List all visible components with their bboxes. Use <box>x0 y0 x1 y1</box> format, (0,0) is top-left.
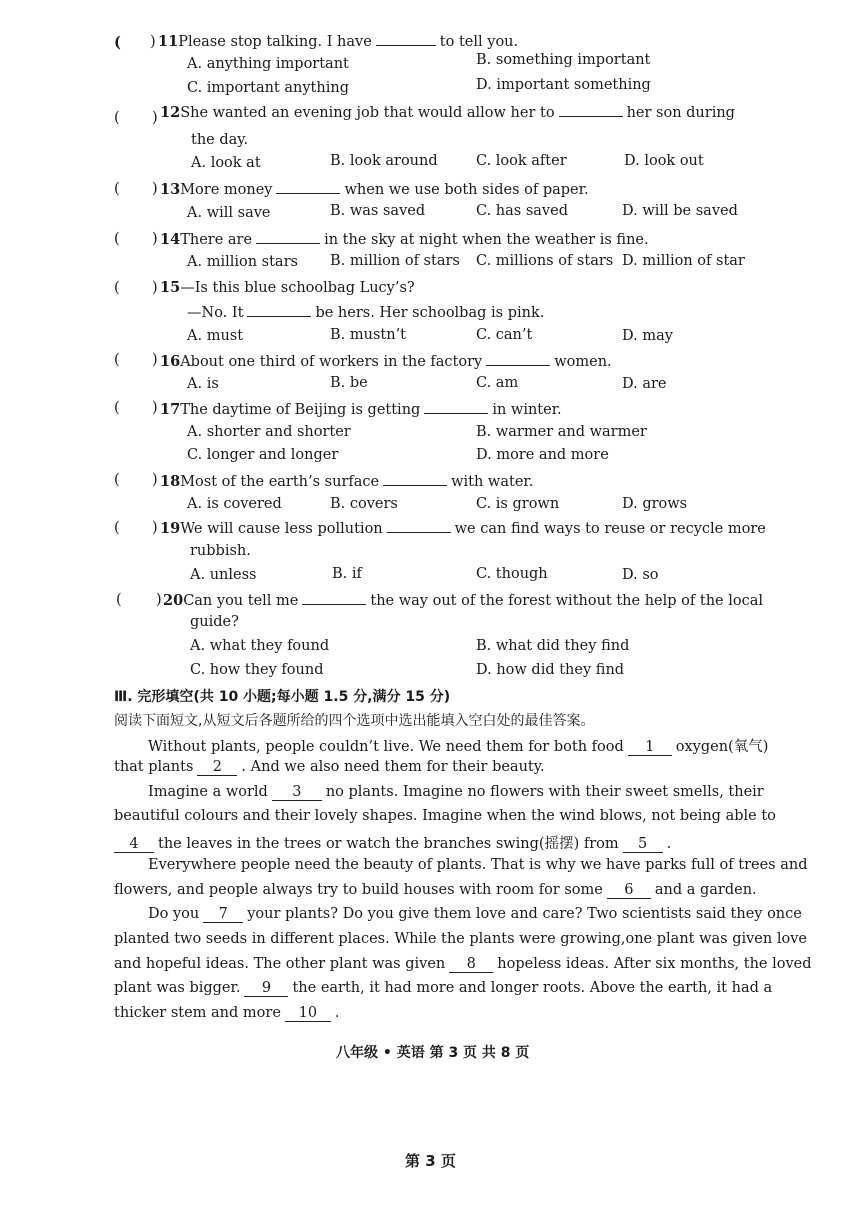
option-d[interactable]: D. grows <box>622 496 688 512</box>
passage-text: that plants <box>114 759 194 775</box>
answer-blank[interactable] <box>247 302 311 317</box>
question-number: 12 <box>160 104 181 121</box>
passage-text: Without plants, people couldn’t live. We need them for both food <box>148 739 624 755</box>
question-text: to tell you. <box>439 34 519 50</box>
option-d[interactable]: D. look out <box>624 153 704 169</box>
option-d[interactable]: D. may <box>622 328 673 344</box>
option-c[interactable]: C. though <box>476 566 548 582</box>
answer-paren-open: ( <box>114 400 120 416</box>
option-b[interactable]: B. was saved <box>330 203 426 219</box>
passage-text: no plants. Imagine no flowers with their sweet smells, their <box>325 784 764 800</box>
answer-paren-close: ) <box>152 472 158 488</box>
option-b[interactable]: B. if <box>332 566 362 582</box>
question-number: 14 <box>160 231 181 248</box>
option-b[interactable]: B. warmer and warmer <box>476 424 647 440</box>
answer-paren-close: ) <box>156 592 162 608</box>
question-text: Can you tell me <box>183 593 299 609</box>
option-b[interactable]: B. million of stars <box>330 253 460 269</box>
passage-text: . And we also need them for their beauty. <box>241 759 545 775</box>
passage-text: Imagine a world <box>148 784 268 800</box>
option-c[interactable]: C. am <box>476 375 519 391</box>
option-d[interactable]: D. more and more <box>476 447 609 463</box>
answer-paren-open: ( <box>114 181 120 197</box>
option-a[interactable]: A. what they found <box>190 638 330 654</box>
question-text: with water. <box>451 474 534 490</box>
answer-paren-close: ) <box>152 520 158 536</box>
answer-paren-close: ) <box>152 352 158 368</box>
question-text: —No. It <box>187 305 244 321</box>
question-text: women. <box>554 354 612 370</box>
cloze-blank-9[interactable]: 9 <box>244 980 288 997</box>
cloze-blank-7[interactable]: 7 <box>203 906 243 923</box>
answer-paren-close: ) <box>152 280 158 296</box>
option-a[interactable]: A. is <box>187 376 219 392</box>
cloze-blank-2[interactable]: 2 <box>197 759 237 776</box>
option-a[interactable]: A. will save <box>187 205 271 221</box>
answer-paren-open: ( <box>114 352 120 368</box>
answer-paren-open: ( <box>114 472 120 488</box>
question-number: 20 <box>163 592 184 609</box>
question-text: in the sky at night when the weather is fine. <box>324 232 649 248</box>
option-b[interactable]: B. covers <box>330 496 398 512</box>
passage-text: thicker stem and more <box>114 1005 281 1021</box>
option-c[interactable]: C. millions of stars <box>476 253 614 269</box>
passage-text: hopeless ideas. After six months, the loved <box>497 956 812 972</box>
question-text: we can find ways to reuse or recycle more <box>454 521 766 537</box>
question-number: 11 <box>158 33 179 50</box>
question-text: the way out of the forest without the help of the local <box>370 593 763 609</box>
passage-text: planted two seeds in different places. While the plants were growing,one plant was given love <box>114 931 807 947</box>
passage-text: and a garden. <box>654 882 757 898</box>
answer-paren-close: ) <box>150 34 156 50</box>
page-number: 第 3 页 <box>405 1152 456 1170</box>
passage-text: plant was bigger. <box>114 980 241 996</box>
option-c[interactable]: C. important anything <box>187 80 349 96</box>
option-b[interactable]: B. something important <box>476 52 651 68</box>
question-text: Please stop talking. I have <box>178 34 372 50</box>
passage-text: flowers, and people always try to build houses with room for some <box>114 882 603 898</box>
section-instruction: 阅读下面短文,从短文后各题所给的四个选项中选出能填入空白处的最佳答案。 <box>114 713 595 729</box>
cloze-blank-5[interactable]: 5 <box>623 836 663 853</box>
passage-text: the earth, it had more and longer roots. Above the earth, it had a <box>292 980 773 996</box>
answer-blank[interactable] <box>256 229 320 244</box>
passage-text: your plants? Do you give them love and care? Two scientists said they once <box>247 906 802 922</box>
option-c[interactable]: C. can’t <box>476 327 533 343</box>
passage-text: . <box>666 836 672 852</box>
answer-paren-open: ( <box>116 592 122 608</box>
answer-blank[interactable] <box>387 518 451 533</box>
answer-paren-open: ( <box>114 34 121 51</box>
option-c[interactable]: C. longer and longer <box>187 447 339 463</box>
question-number: 13 <box>160 181 181 198</box>
option-d[interactable]: D. how did they find <box>476 662 625 678</box>
cloze-blank-1[interactable]: 1 <box>628 739 672 756</box>
question-text: in winter. <box>492 402 562 418</box>
question-text: rubbish. <box>190 543 251 559</box>
passage-text: beautiful colours and their lovely shapes. Imagine when the wind blows, not being able to <box>114 808 776 824</box>
option-b[interactable]: B. what did they find <box>476 638 630 654</box>
answer-blank[interactable] <box>486 351 550 366</box>
option-b[interactable]: B. look around <box>330 153 438 169</box>
question-text: The daytime of Beijing is getting <box>180 402 421 418</box>
option-c[interactable]: C. how they found <box>190 662 324 678</box>
cloze-blank-6[interactable]: 6 <box>607 882 651 899</box>
answer-blank[interactable] <box>383 471 447 486</box>
option-d[interactable]: D. will be saved <box>622 203 738 219</box>
option-b[interactable]: B. mustn’t <box>330 327 407 343</box>
option-d[interactable]: D. so <box>622 567 659 583</box>
answer-paren-close: ) <box>152 400 158 416</box>
passage-text: . <box>334 1005 340 1021</box>
option-a[interactable]: A. million stars <box>187 254 298 270</box>
option-c[interactable]: C. has saved <box>476 203 568 219</box>
answer-paren-close: ) <box>152 181 158 197</box>
answer-paren-open: ( <box>114 231 120 247</box>
answer-paren-close: ) <box>152 110 158 126</box>
answer-blank[interactable] <box>376 31 436 46</box>
question-text: More money <box>180 182 273 198</box>
answer-blank[interactable] <box>302 590 366 605</box>
passage-text: and hopeful ideas. The other plant was given <box>114 956 446 972</box>
answer-blank[interactable] <box>424 399 488 414</box>
question-text: her son during <box>626 105 735 121</box>
question-text: the day. <box>191 132 249 148</box>
passage-text: Everywhere people need the beauty of plants. That is why we have parks full of trees and <box>148 857 808 873</box>
question-text: About one third of workers in the factory <box>180 354 483 370</box>
passage-text: Do you <box>148 906 200 922</box>
question-text: be hers. Her schoolbag is pink. <box>315 305 545 321</box>
question-text: —Is this blue schoolbag Lucy’s? <box>180 280 415 296</box>
option-a[interactable]: A. look at <box>191 155 261 171</box>
answer-blank[interactable] <box>276 179 340 194</box>
cloze-blank-4[interactable]: 4 <box>114 836 154 853</box>
question-number: 19 <box>160 520 181 537</box>
cloze-blank-3[interactable]: 3 <box>272 784 322 801</box>
option-d[interactable]: D. million of star <box>622 253 745 269</box>
question-number: 16 <box>160 353 181 370</box>
question-number: 17 <box>160 401 181 418</box>
question-text: She wanted an evening job that would allow her to <box>180 105 555 121</box>
option-a[interactable]: A. shorter and shorter <box>187 424 351 440</box>
option-a[interactable]: A. is covered <box>187 496 282 512</box>
answer-paren-close: ) <box>152 231 158 247</box>
answer-paren-open: ( <box>114 280 120 296</box>
question-text: when we use both sides of paper. <box>344 182 589 198</box>
question-text: guide? <box>190 614 239 630</box>
question-text: Most of the earth’s surface <box>180 474 380 490</box>
passage-text: the leaves in the trees or watch the branches swing(摇摆) from <box>158 836 619 852</box>
option-a[interactable]: A. anything important <box>187 56 349 72</box>
option-c[interactable]: C. look after <box>476 153 567 169</box>
section-title: Ⅲ. 完形填空(共 10 小题;每小题 1.5 分,满分 15 分) <box>114 689 451 705</box>
question-number: 15 <box>160 279 181 296</box>
option-d[interactable]: D. important something <box>476 77 651 93</box>
passage-text: oxygen(氧气) <box>675 739 769 755</box>
option-a[interactable]: A. must <box>187 328 244 344</box>
page-footer: 八年级 • 英语 第 3 页 共 8 页 <box>336 1045 530 1061</box>
question-text: We will cause less pollution <box>180 521 383 537</box>
option-c[interactable]: C. is grown <box>476 496 560 512</box>
option-a[interactable]: A. unless <box>190 567 257 583</box>
question-number: 18 <box>160 473 181 490</box>
cloze-blank-10[interactable]: 10 <box>285 1005 331 1022</box>
answer-paren-open: ( <box>114 520 120 536</box>
option-d[interactable]: D. are <box>622 376 667 392</box>
answer-paren-open: ( <box>114 110 120 126</box>
option-b[interactable]: B. be <box>330 375 368 391</box>
cloze-blank-8[interactable]: 8 <box>449 956 493 973</box>
question-text: There are <box>180 232 253 248</box>
answer-blank[interactable] <box>559 102 623 117</box>
